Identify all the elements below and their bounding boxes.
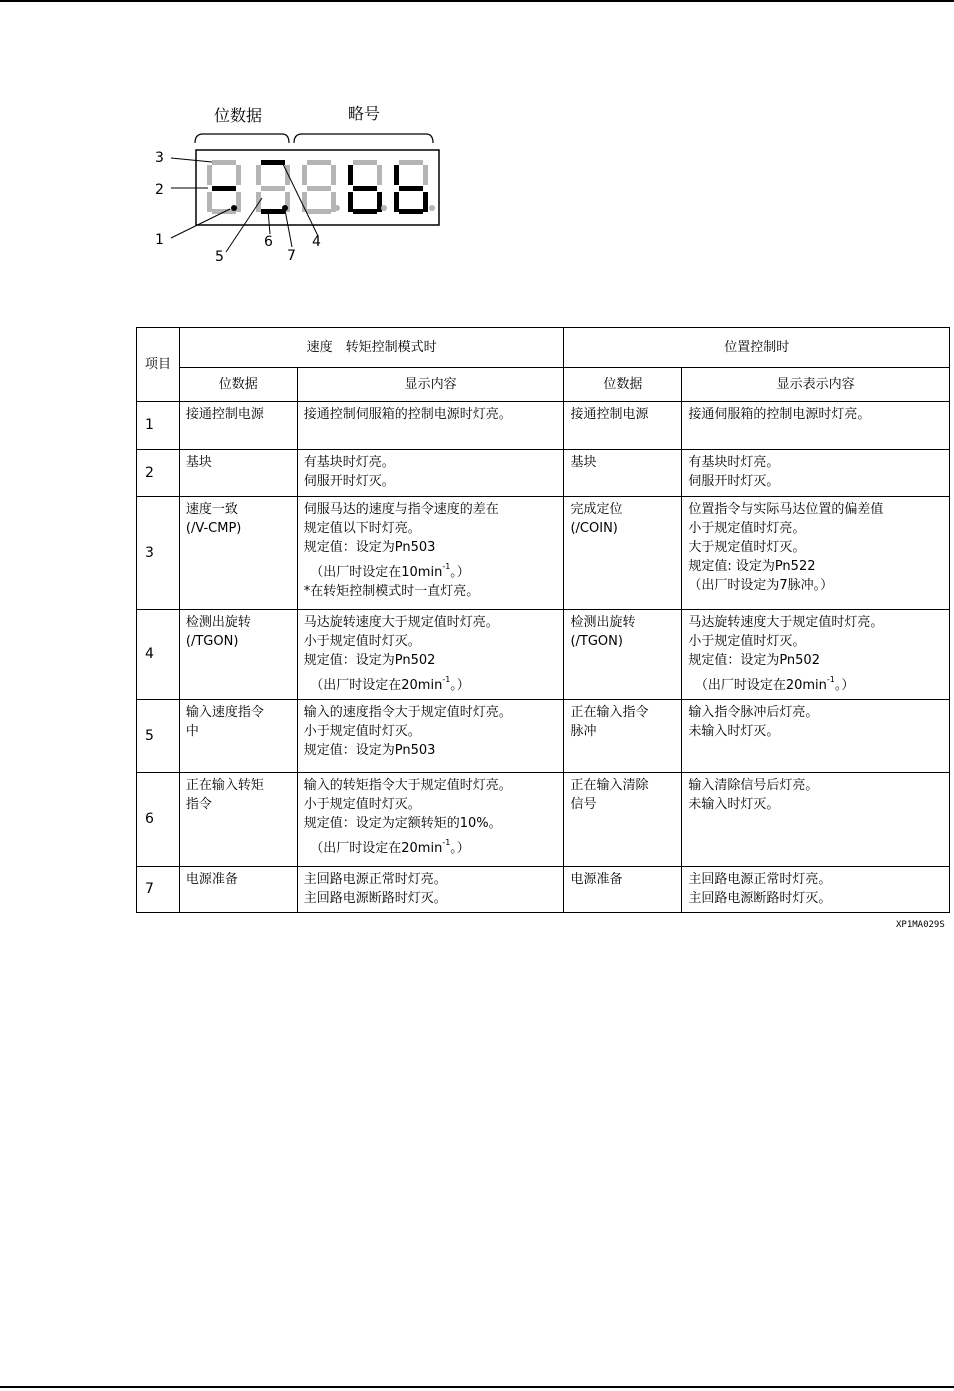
- row-number: 1: [137, 402, 180, 450]
- callout-3: 3: [155, 150, 164, 166]
- table-row: [137, 773, 950, 867]
- figure-label-abbreviation: 略号: [348, 104, 381, 123]
- callout-1: 1: [155, 232, 164, 248]
- row-number: 2: [137, 450, 180, 497]
- position-bit-name: 正在输入指令 脉冲: [564, 700, 682, 773]
- position-bit-name: 正在输入清除 信号: [564, 773, 682, 867]
- table-row: [137, 867, 950, 913]
- header-bit-data-position: 位数据: [564, 368, 682, 402]
- row-number: 4: [137, 610, 180, 700]
- position-bit-name: 完成定位 (/COIN): [564, 497, 682, 610]
- position-description: 有基块时灯亮。 伺服开时灯灭。: [682, 450, 950, 497]
- speed-bit-name: 接通控制电源: [179, 402, 297, 450]
- header-speed-torque-mode: 速度 转矩控制模式时: [179, 328, 564, 368]
- abbreviation-brace: [294, 134, 433, 143]
- row-number: 7: [137, 867, 180, 913]
- position-description: 位置指令与实际马达位置的偏差值 小于规定值时灯亮。 大于规定值时灯灭。 规定值: 设定为Pn522 （出厂时设定为7脉冲。）: [682, 497, 950, 610]
- position-description: 输入清除信号后灯亮。 未输入时灯灭。: [682, 773, 950, 867]
- speed-description: 马达旋转速度大于规定值时灯亮。 小于规定值时灯灭。 规定值：设定为Pn502 （出厂时设定在$20\min^{-1}$。）: [297, 610, 564, 700]
- position-bit-name: 基块: [564, 450, 682, 497]
- header-content-speed: 显示内容: [297, 368, 564, 402]
- position-bit-name: 检测出旋转 (/TGON): [564, 610, 682, 700]
- table-header-row-2: [137, 368, 950, 402]
- status-display-table: [136, 327, 950, 913]
- speed-bit-name: 电源准备: [179, 867, 297, 913]
- speed-bit-name: 正在输入转矩 指令: [179, 773, 297, 867]
- row-number: 5: [137, 700, 180, 773]
- speed-bit-name: 基块: [179, 450, 297, 497]
- header-content-position: 显示表示内容: [682, 368, 950, 402]
- callout-6: 6: [264, 234, 273, 250]
- speed-description: 伺服马达的速度与指令速度的差在 规定值以下时灯亮。 规定值：设定为Pn503 （出厂时设定在$10\min^{-1}$。） *在转矩控制模式时一直灯亮。: [297, 497, 564, 610]
- position-description: 接通伺服箱的控制电源时灯亮。: [682, 402, 950, 450]
- figure-label-bit-data: 位数据: [214, 106, 263, 125]
- dot-lit-1: [231, 205, 237, 211]
- speed-description: 输入的转矩指令大于规定值时灯亮。 小于规定值时灯灭。 规定值：设定为定额转矩的10%。 （出厂时设定在$20\min^{-1}$。）: [297, 773, 564, 867]
- header-item: 项目: [137, 328, 180, 402]
- callout-2: 2: [155, 182, 164, 198]
- header-bit-data-speed: 位数据: [179, 368, 297, 402]
- position-bit-name: 接通控制电源: [564, 402, 682, 450]
- row-number: 3: [137, 497, 180, 610]
- header-position-control: 位置控制时: [564, 328, 950, 368]
- speed-description: 输入的速度指令大于规定值时灯亮。 小于规定值时灯灭。 规定值：设定为Pn503: [297, 700, 564, 773]
- table-row: [137, 610, 950, 700]
- speed-bit-name: 检测出旋转 (/TGON): [179, 610, 297, 700]
- position-bit-name: 电源准备: [564, 867, 682, 913]
- callout-7: 7: [287, 248, 296, 264]
- bit-data-brace: [195, 134, 289, 143]
- table-row: [137, 402, 950, 450]
- table-row: [137, 700, 950, 773]
- table-row: [137, 450, 950, 497]
- table-header-row-1: [137, 328, 950, 368]
- position-description: 输入指令脉冲后灯亮。 未输入时灯灭。: [682, 700, 950, 773]
- speed-bit-name: 输入速度指令 中: [179, 700, 297, 773]
- figure-code-caption: XP1MA029S: [896, 920, 945, 930]
- position-description: 主回路电源正常时灯亮。 主回路电源断路时灯灭。: [682, 867, 950, 913]
- callout-4: 4: [312, 234, 321, 250]
- position-description: 马达旋转速度大于规定值时灯亮。 小于规定值时灯灭。 规定值：设定为Pn502 （出厂时设定在$20\min^{-1}$。）: [682, 610, 950, 700]
- table-row: [137, 497, 950, 610]
- display-diagram: [0, 0, 954, 290]
- speed-description: 有基块时灯亮。 伺服开时灯灭。: [297, 450, 564, 497]
- speed-bit-name: 速度一致 (/V-CMP): [179, 497, 297, 610]
- segment-middle-lit: [212, 186, 236, 191]
- speed-description: 接通控制伺服箱的控制电源时灯亮。: [297, 402, 564, 450]
- page-bottom-rule: [0, 1386, 954, 1388]
- callout-5: 5: [215, 249, 224, 265]
- row-number: 6: [137, 773, 180, 867]
- speed-description: 主回路电源正常时灯亮。 主回路电源断路时灯灭。: [297, 867, 564, 913]
